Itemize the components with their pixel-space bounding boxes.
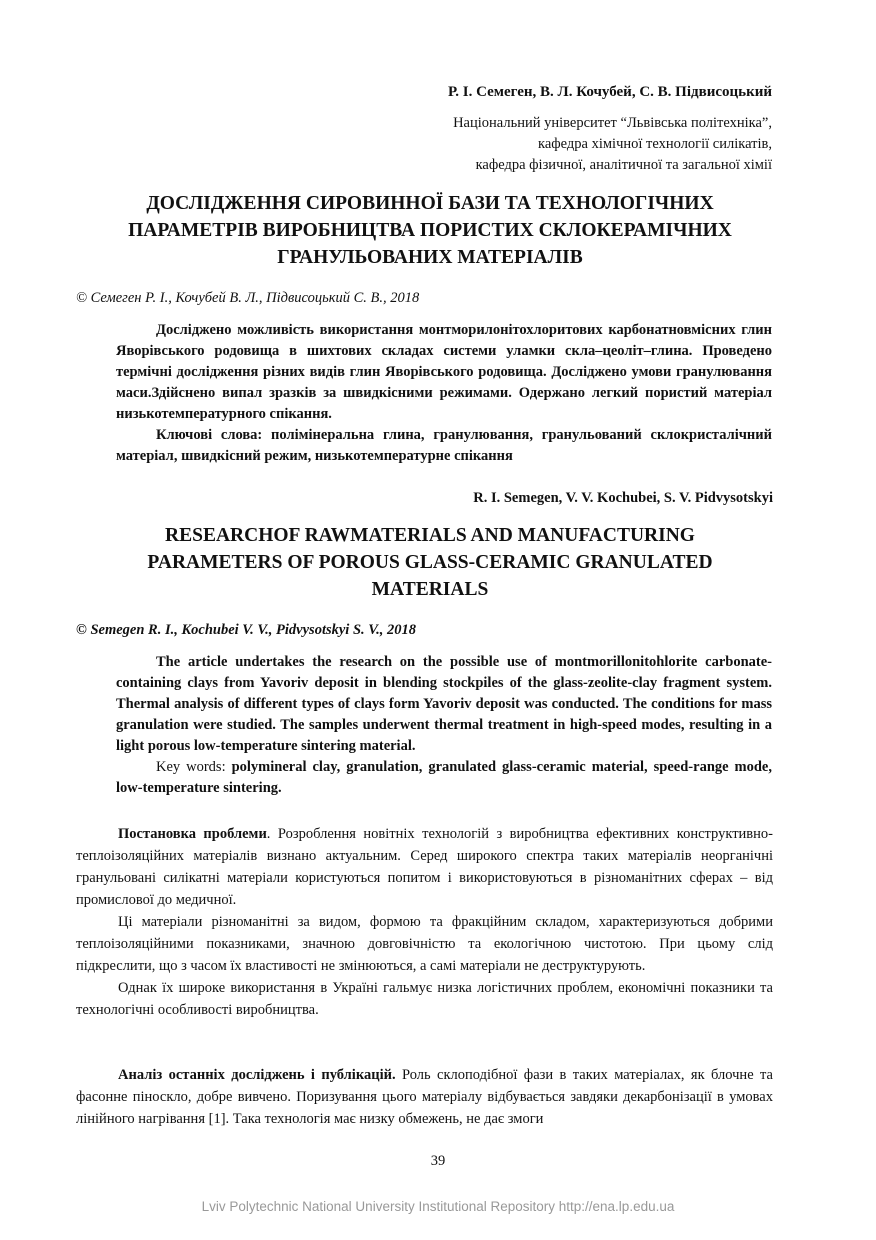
keywords-en-label: Key words: (156, 759, 226, 775)
affiliation-line: кафедра хімічної технології силікатів, (538, 136, 772, 152)
repository-footer: Lviv Polytechnic National University Institutional Repository http://ena.lp.edu.ua (201, 1199, 675, 1214)
paragraph-text: . Розроблення новітніх технологій з виробництва ефективних конструктивно-теплоізоляційних матеріалів визнано актуальним. Серед широкого спектра таких матеріалів неорганічні гранульовані силікатні матеріали користуються попитом і використовуються в різноманітних сферах – від промислової до медичної. (76, 826, 773, 908)
affiliation (380, 113, 772, 176)
paragraph (76, 823, 773, 911)
section-heading: Постановка проблеми (118, 826, 267, 842)
paragraph: Однак їх широке використання в Україні гальмує низка логістичних проблем, економічні показники та технологічні особливості виробництва. (76, 980, 773, 1018)
title-ua-line: ПАРАМЕТРІВ ВИРОБНИЦТВА ПОРИСТИХ СКЛОКЕРАМІЧНИХ (128, 220, 732, 241)
title-en-line: PARAMETERS OF POROUS GLASS-CERAMIC GRANULATED (147, 552, 713, 573)
title-ua (80, 190, 780, 271)
section-heading: Аналіз останніх досліджень і публікацій. (118, 1067, 396, 1083)
section-problem (76, 823, 773, 1021)
abstract-en-text: The article undertakes the research on the possible use of montmorillonitohlorite carbonate-containing clays from Yavoriv deposit in blending stockpiles of the glass-zeolite-clay fragment system. Thermal analysis of different types of clays form Yavoriv deposit was conducted. The conditions for mass granulation were studied. The samples underwent thermal treatment in high-speed modes, resulting in a light porous low-temperature sintering material. (116, 654, 772, 754)
abstract-ua (116, 320, 772, 467)
copyright-en: © Semegen R. I., Kochubei V. V., Pidvysotskyi S. V., 2018 (76, 622, 416, 638)
affiliation-line: кафедра фізичної, аналітичної та загальної хімії (475, 157, 772, 173)
title-en-line: MATERIALS (371, 579, 489, 600)
abstract-ua-text: Досліджено можливість використання монтморилонітохлоритових карбонатновмісних глин Яворівського родовища в шихтових складах системи уламки скла–цеоліт–глина. Проведено термічні дослідження різних видів глин Яворівського родовища. Досліджено умови гранулювання маси.Здійснено випал зразків за швидкісними режимами. Одержано легкий пористий матеріал низькотемпературного спікання. (116, 322, 772, 422)
title-ua-line: ДОСЛІДЖЕННЯ СИРОВИННОЇ БАЗИ ТА ТЕХНОЛОГІЧНИХ (146, 193, 714, 214)
copyright-ua: © Семеген Р. І., Кочубей В. Л., Підвисоцький С. В., 2018 (76, 290, 420, 306)
paragraph-text: Роль склоподібної фази в таких матеріалах, як блочне та фасонне піноскло, добре вивчено. Поризування цього матеріалу відбувається завдяки декарбонізації в умовах лінійного нагрівання [1]. Така технологія має низку обмежень, не дає змоги (76, 1067, 773, 1127)
affiliation-line: Національний університет “Львівська політехніка”, (453, 115, 772, 131)
page-number: 39 (430, 1153, 446, 1169)
title-en-line: RESEARCHOF RAWMATERIALS AND MANUFACTURING (165, 525, 695, 546)
abstract-en (116, 652, 772, 799)
section-analysis (76, 1064, 773, 1130)
keywords-en-text: polymineral clay, granulation, granulated glass-ceramic material, speed-range mode, low-temperature sintering. (116, 759, 772, 796)
keywords-ua: Ключові слова: полімінеральна глина, гранулювання, гранульований склокристалічний матеріал, швидкісний режим, низькотемпературне спікання (116, 427, 772, 464)
paragraph (76, 1064, 773, 1130)
keywords-en (116, 757, 772, 799)
authors-ua: Р. І. Семеген, В. Л. Кочубей, С. В. Підвисоцький (447, 84, 772, 100)
title-ua-line: ГРАНУЛЬОВАНИХ МАТЕРІАЛІВ (277, 247, 583, 268)
title-en (80, 522, 780, 603)
paragraph: Ці матеріали різноманітні за видом, формою та фракційним складом, характеризуються добрими теплоізоляційними показниками, значною довговічністю та екологічною чистотою. При цьому слід підкреслити, що з часом їх властивості не змінюються, а самі матеріали не деструктурують. (76, 914, 773, 974)
authors-en: R. I. Semegen, V. V. Kochubei, S. V. Pidvysotskyi (473, 490, 773, 506)
